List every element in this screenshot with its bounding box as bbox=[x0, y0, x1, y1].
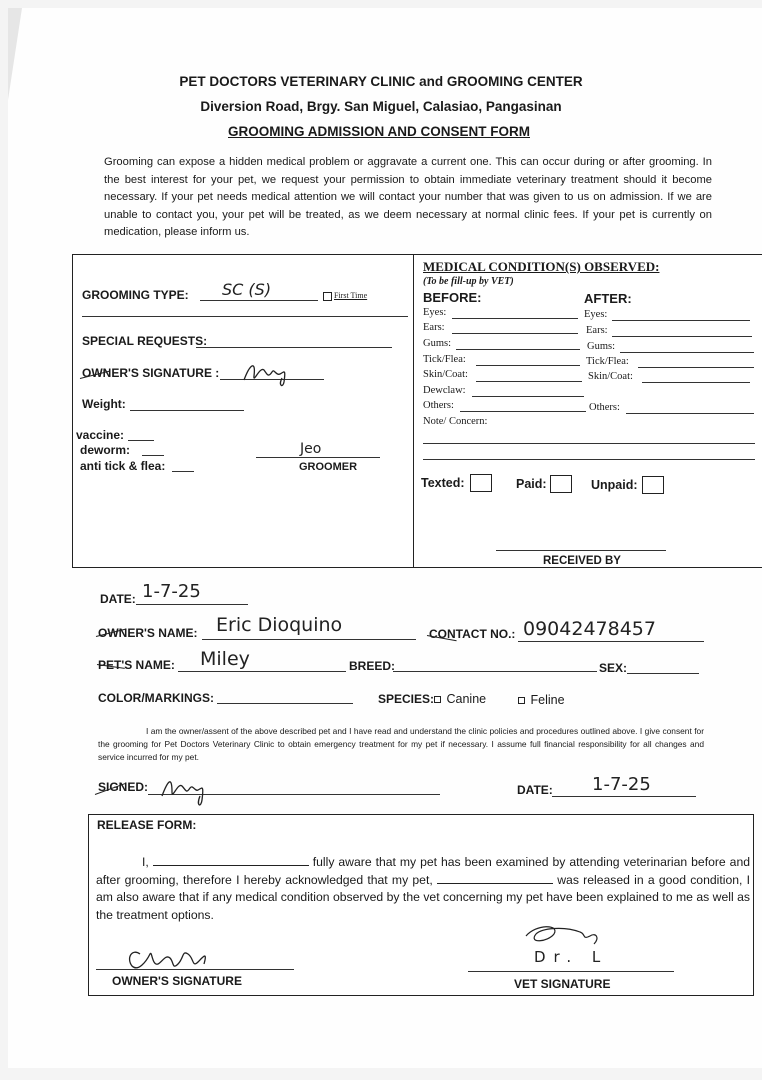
paid-label: Paid: bbox=[516, 477, 547, 491]
first-time-label: First Time bbox=[334, 291, 368, 300]
before-ears-label: Ears: bbox=[423, 322, 445, 333]
canine-box[interactable] bbox=[434, 696, 441, 703]
special-requests-label: SPECIAL REQUESTS: bbox=[82, 334, 208, 348]
after-tickflea-line[interactable] bbox=[638, 367, 754, 368]
feline-label: Feline bbox=[530, 693, 565, 707]
vet-signature-text: Dr. L bbox=[534, 948, 609, 966]
before-others-line[interactable] bbox=[460, 411, 586, 412]
grooming-type-value[interactable]: SC (S) bbox=[222, 280, 272, 299]
medical-subtitle: (To be fill-up by VET) bbox=[423, 276, 514, 287]
pet-name-label: PET'S NAME: bbox=[98, 658, 175, 672]
owner-signature-label: OWNER'S SIGNATURE : bbox=[82, 366, 220, 380]
after-label: AFTER: bbox=[584, 291, 632, 306]
intro-paragraph: Grooming can expose a hidden medical problem or aggravate a current one. This can occur during or after grooming. In the best interest for your pet, we request your permission to obtain immediate veterinary treatment should it become necessary. If your pet needs medical attention we will contact your number that was given to us on admission. If we are unable to contact you, your pet will be treated, as we deem necessary at normal clinic fees. If your pet is currently on medication, please inform us. bbox=[104, 156, 712, 239]
species-canine-option[interactable] bbox=[434, 692, 486, 706]
owner-signature-scribble-1 bbox=[240, 356, 296, 390]
before-label: BEFORE: bbox=[423, 290, 482, 305]
clinic-name: PET DOCTORS VETERINARY CLINIC and GROOMING CENTER bbox=[179, 74, 583, 89]
after-ears-label: Ears: bbox=[586, 325, 608, 336]
note-line-1[interactable] bbox=[423, 443, 755, 444]
antitick-label: anti tick & flea: bbox=[80, 459, 166, 473]
before-dewclaw-label: Dewclaw: bbox=[423, 385, 466, 396]
contact-line[interactable] bbox=[518, 641, 704, 642]
before-gums-label: Gums: bbox=[423, 338, 452, 349]
owner-name-label: OWNER'S NAME: bbox=[98, 626, 198, 640]
before-dewclaw-line[interactable] bbox=[472, 396, 584, 397]
after-skincoat-line[interactable] bbox=[642, 382, 750, 383]
color-label: COLOR/MARKINGS: bbox=[98, 691, 214, 705]
date-value[interactable]: 1-7-25 bbox=[142, 581, 201, 602]
texted-checkbox[interactable] bbox=[470, 474, 492, 492]
vaccine-line[interactable] bbox=[128, 440, 154, 441]
grooming-extra-line bbox=[82, 316, 408, 317]
date-label: DATE: bbox=[100, 592, 136, 606]
owner-release-signature-label: OWNER'S SIGNATURE bbox=[112, 974, 242, 988]
clinic-address: Diversion Road, Brgy. San Miguel, Calasiao, Pangasinan bbox=[200, 99, 562, 114]
signed-date-line[interactable] bbox=[552, 796, 696, 797]
release-title: RELEASE FORM: bbox=[97, 818, 197, 832]
before-eyes-line[interactable] bbox=[452, 318, 578, 319]
owner-name-value[interactable]: Eric Dioquino bbox=[216, 614, 343, 636]
vaccine-label: vaccine: bbox=[76, 428, 125, 442]
release-text-1: I, bbox=[142, 855, 149, 869]
note-line-2[interactable] bbox=[423, 459, 755, 460]
after-skincoat-label: Skin/Coat: bbox=[588, 371, 633, 382]
before-skincoat-line[interactable] bbox=[476, 381, 582, 382]
owner-signature-scribble-2 bbox=[158, 770, 212, 810]
before-gums-line[interactable] bbox=[456, 349, 580, 350]
antitick-line[interactable] bbox=[172, 471, 194, 472]
release-text-2: fully aware that my pet has been examined by attending veterinarian before and after grooming, therefore I hereby acknowledged that my pet, bbox=[96, 855, 751, 887]
medical-title: MEDICAL CONDITION(S) OBSERVED: bbox=[423, 259, 660, 274]
vet-signature-line[interactable] bbox=[468, 971, 674, 972]
deworm-line[interactable] bbox=[142, 455, 164, 456]
sex-line[interactable] bbox=[627, 673, 699, 674]
note-concern-label: Note/ Concern: bbox=[423, 416, 488, 427]
before-tickflea-line[interactable] bbox=[476, 365, 580, 366]
pet-name-line[interactable] bbox=[178, 671, 346, 672]
vet-signature-label: VET SIGNATURE bbox=[514, 977, 611, 991]
paid-checkbox[interactable] bbox=[550, 475, 572, 493]
received-by-label: RECEIVED BY bbox=[543, 555, 621, 567]
form-title: GROOMING ADMISSION AND CONSENT FORM bbox=[228, 124, 530, 139]
canine-label: Canine bbox=[446, 692, 487, 706]
owner-name-line[interactable] bbox=[202, 639, 416, 640]
before-tickflea-label: Tick/Flea: bbox=[423, 354, 466, 365]
after-others-label: Others: bbox=[589, 402, 620, 413]
date-line[interactable] bbox=[136, 604, 248, 605]
after-gums-line[interactable] bbox=[620, 352, 754, 353]
release-text-3: was released in a good condition, I am also aware that if any medical condition observed by the vet concerning my pet have been explained to me as well as the treatment options. bbox=[96, 872, 751, 922]
groomer-label: GROOMER bbox=[299, 461, 358, 473]
first-time-box[interactable] bbox=[323, 292, 332, 301]
breed-label: BREED: bbox=[349, 659, 396, 673]
signed-date-value[interactable]: 1-7-25 bbox=[592, 774, 651, 795]
release-pet-blank[interactable] bbox=[437, 872, 553, 884]
weight-line[interactable] bbox=[130, 410, 244, 411]
after-others-line[interactable] bbox=[626, 413, 754, 414]
unpaid-checkbox[interactable] bbox=[642, 476, 664, 494]
color-line[interactable] bbox=[217, 703, 353, 704]
weight-label: Weight: bbox=[82, 397, 126, 411]
species-feline-option[interactable] bbox=[518, 693, 565, 707]
box-divider bbox=[413, 254, 414, 568]
species-label: SPECIES: bbox=[378, 692, 435, 706]
before-ears-line[interactable] bbox=[452, 333, 578, 334]
pet-name-value[interactable]: Miley bbox=[200, 648, 250, 670]
contact-label: CONTACT NO.: bbox=[429, 627, 516, 641]
grooming-type-line bbox=[200, 300, 318, 301]
after-eyes-label: Eyes: bbox=[584, 309, 608, 320]
before-skincoat-label: Skin/Coat: bbox=[423, 369, 468, 380]
before-eyes-label: Eyes: bbox=[423, 307, 447, 318]
groomer-line bbox=[256, 457, 380, 458]
breed-line[interactable] bbox=[393, 671, 597, 672]
grooming-type-label: GROOMING TYPE: bbox=[82, 288, 189, 302]
unpaid-label: Unpaid: bbox=[591, 478, 638, 492]
contact-value[interactable]: 09042478457 bbox=[523, 618, 656, 640]
owner-release-signature-line[interactable] bbox=[96, 969, 294, 970]
after-eyes-line[interactable] bbox=[612, 320, 750, 321]
before-others-label: Others: bbox=[423, 400, 454, 411]
consent-paragraph: I am the owner/assent of the above described pet and I have read and understand the clinic policies and procedures outlined above. I give consent for the grooming for Pet Doctors Veterinary Clinic to obtain emergency treatment for my pet if necessary. I assume full financial responsibility for all changes and service incurred for my pet. bbox=[98, 726, 704, 762]
release-paragraph bbox=[96, 854, 750, 924]
special-requests-line[interactable] bbox=[196, 347, 392, 348]
release-name-blank[interactable] bbox=[153, 854, 309, 866]
feline-box[interactable] bbox=[518, 697, 525, 704]
deworm-label: deworm: bbox=[80, 443, 131, 457]
received-by-line[interactable] bbox=[496, 550, 666, 551]
signed-date-label: DATE: bbox=[517, 783, 553, 797]
sex-label: SEX: bbox=[599, 661, 628, 675]
texted-label: Texted: bbox=[421, 476, 465, 490]
after-tickflea-label: Tick/Flea: bbox=[586, 356, 629, 367]
signed-label: SIGNED: bbox=[98, 780, 149, 794]
after-gums-label: Gums: bbox=[587, 341, 616, 352]
first-time-checkbox[interactable] bbox=[323, 291, 367, 301]
groomer-value[interactable]: Jeo bbox=[300, 441, 322, 457]
after-ears-line[interactable] bbox=[612, 336, 752, 337]
